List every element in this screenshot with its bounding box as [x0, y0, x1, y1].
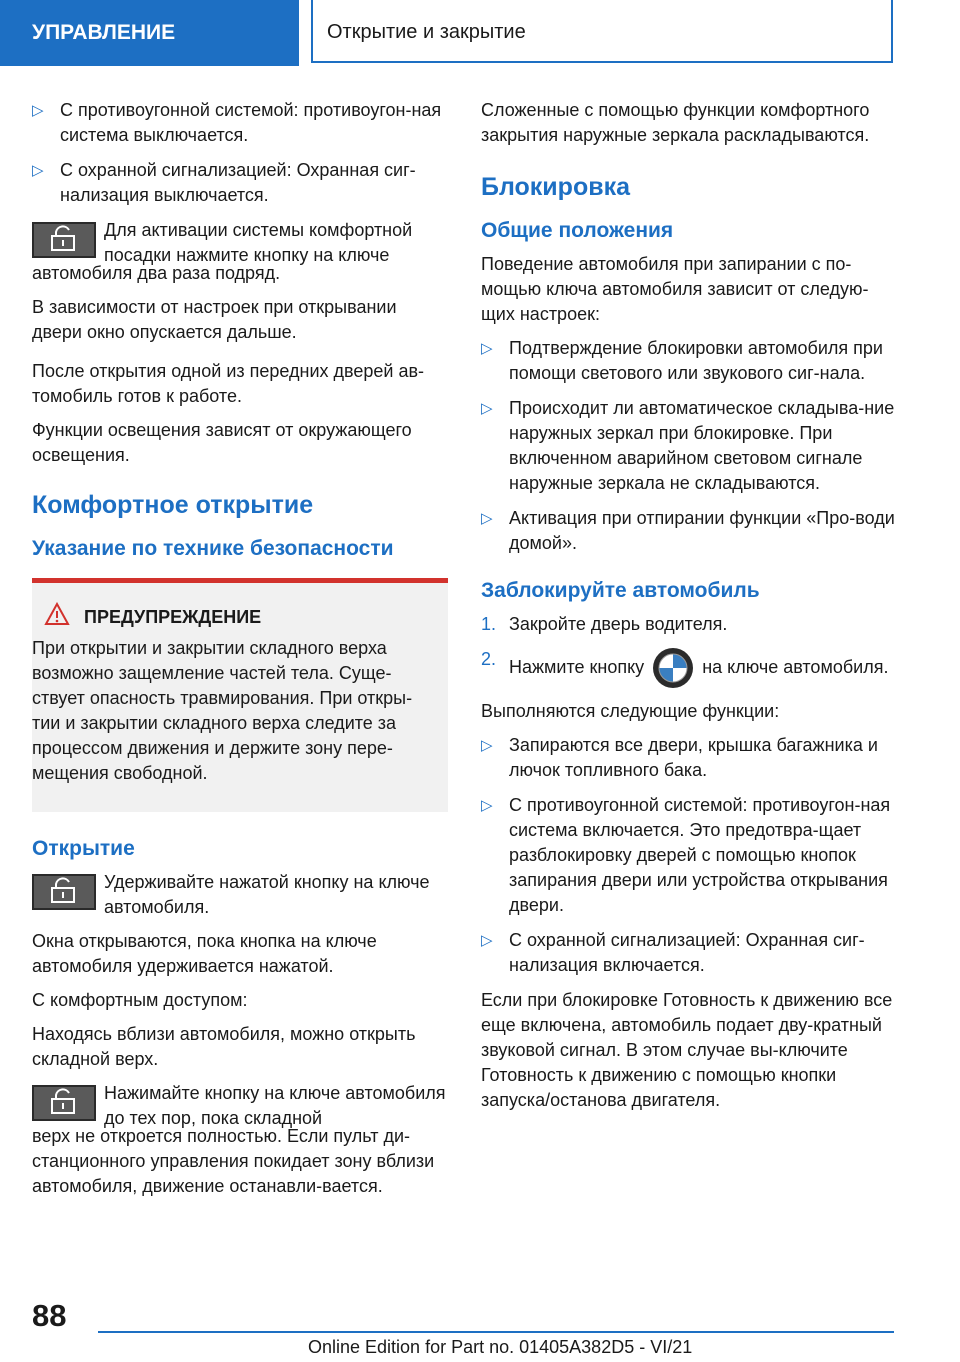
unlock-key-icon	[32, 1085, 96, 1121]
instruction-with-key-icon: Удерживайте нажатой кнопку на ключе автомобиля.	[32, 870, 448, 920]
subsection-heading: Общие положения	[481, 219, 674, 242]
footer-edition: Online Edition for Part no. 01405A382D5 - VI/21	[308, 1337, 693, 1357]
paragraph: Находясь вблизи автомобиля, можно открыть складной верх.	[32, 1024, 416, 1069]
warning-text: При открытии и закрытии складного верха возможно защемление частей тела. Суще-ствует опасность травмирования. При откры-тии и закрытии складного верха следите за процессом движения и держите зону пере-мещения свободной.	[32, 638, 413, 783]
paragraph: После открытия одной из передних дверей ав-томобиль готов к работе.	[32, 361, 425, 406]
list-item: ▷ С противоугонной системой: противоугон-ная система выключается.	[32, 100, 442, 145]
list-item: ▷ Запираются все двери, крышка багажника и лючок топливного бака.	[481, 735, 878, 780]
instruction-with-key-icon: Для активации системы комфортной посадки нажмите кнопку на ключе	[32, 218, 448, 268]
chapter-header	[311, 0, 893, 63]
paragraph: Выполняются следующие функции:	[481, 701, 780, 721]
right-column	[481, 98, 901, 1122]
paragraph: Окна открываются, пока кнопка на ключе автомобиля удерживается нажатой.	[32, 931, 377, 976]
unlock-key-icon	[32, 222, 96, 258]
bullet-triangle-icon: ▷	[481, 737, 493, 754]
section-tab: УПРАВЛЕНИЕ	[0, 0, 299, 66]
list-item: ▷ Происходит ли автоматическое складыва-ние наружных зеркал при блокировке. При включенном аварийном световом сигнале наружные зеркала не складываются.	[481, 398, 895, 493]
section-heading: Комфортное открытие	[32, 491, 314, 519]
subsection-heading: Указание по технике безопасности	[32, 537, 394, 560]
bullet-triangle-icon: ▷	[481, 510, 493, 527]
paragraph: автомобиля два раза подряд.	[32, 263, 281, 283]
paragraph: Функции освещения зависят от окружающего освещения.	[32, 420, 412, 465]
paragraph: Если при блокировке Готовность к движению все еще включена, автомобиль подает дву-кратный звуковой сигнал. В этом случае вы-ключите Готовность к движению с помощью кнопки запуска/останова двигателя.	[481, 990, 893, 1110]
warning-box	[32, 578, 448, 812]
bullet-triangle-icon: ▷	[481, 400, 493, 417]
bullet-triangle-icon: ▷	[481, 932, 493, 949]
unlock-key-icon	[32, 874, 96, 910]
chapter-title: Открытие и закрытие	[327, 21, 526, 43]
page-number: 88	[32, 1298, 67, 1333]
list-item: ▷ С противоугонной системой: противоугон-ная система включается. Это предотвра-щает разблокировку дверей с помощью кнопок запирания двери или устройства открывания двери.	[481, 795, 891, 915]
paragraph: верх не откроется полностью. Если пульт ди-станционного управления покидает зону вблизи автомобиля, движение останавли-вается.	[32, 1126, 435, 1196]
bullet-triangle-icon: ▷	[32, 162, 44, 179]
step-item: 2. Нажмите кнопку на ключе автомобиля.	[481, 647, 901, 689]
list-item: ▷ С охранной сигнализацией: Охранная сиг-нализация выключается.	[32, 160, 416, 205]
section-heading: Блокировка	[481, 173, 630, 201]
instruction-with-key-icon: Нажимайте кнопку на ключе автомобиля до тех пор, пока складной	[32, 1081, 448, 1131]
paragraph: Сложенные с помощью функции комфортного закрытия наружные зеркала раскладываются.	[481, 100, 870, 145]
paragraph: С комфортным доступом:	[32, 990, 248, 1010]
left-column	[32, 98, 448, 1208]
bullet-triangle-icon: ▷	[481, 797, 493, 814]
warning-title: ПРЕДУПРЕЖДЕНИЕ	[84, 605, 428, 630]
list-item: ▷ С охранной сигнализацией: Охранная сиг-нализация включается.	[481, 930, 865, 975]
warning-triangle-icon	[44, 602, 70, 626]
step-item: 1. Закройте дверь водителя.	[481, 614, 728, 634]
list-item: ▷ Активация при отпирании функции «Про-води домой».	[481, 508, 895, 553]
paragraph: Поведение автомобиля при запирании с по-мощью ключа автомобиля зависит от следую-щих настроек:	[481, 254, 869, 324]
bmw-logo-icon	[652, 647, 694, 689]
subsection-heading: Заблокируйте автомобиль	[481, 579, 760, 602]
paragraph: В зависимости от настроек при открывании двери окно опускается дальше.	[32, 297, 397, 342]
subsection-heading: Открытие	[32, 837, 135, 860]
list-item: ▷ Подтверждение блокировки автомобиля при помощи светового или звукового сиг-нала.	[481, 338, 883, 383]
bullet-triangle-icon: ▷	[481, 340, 493, 357]
bullet-triangle-icon: ▷	[32, 102, 44, 119]
